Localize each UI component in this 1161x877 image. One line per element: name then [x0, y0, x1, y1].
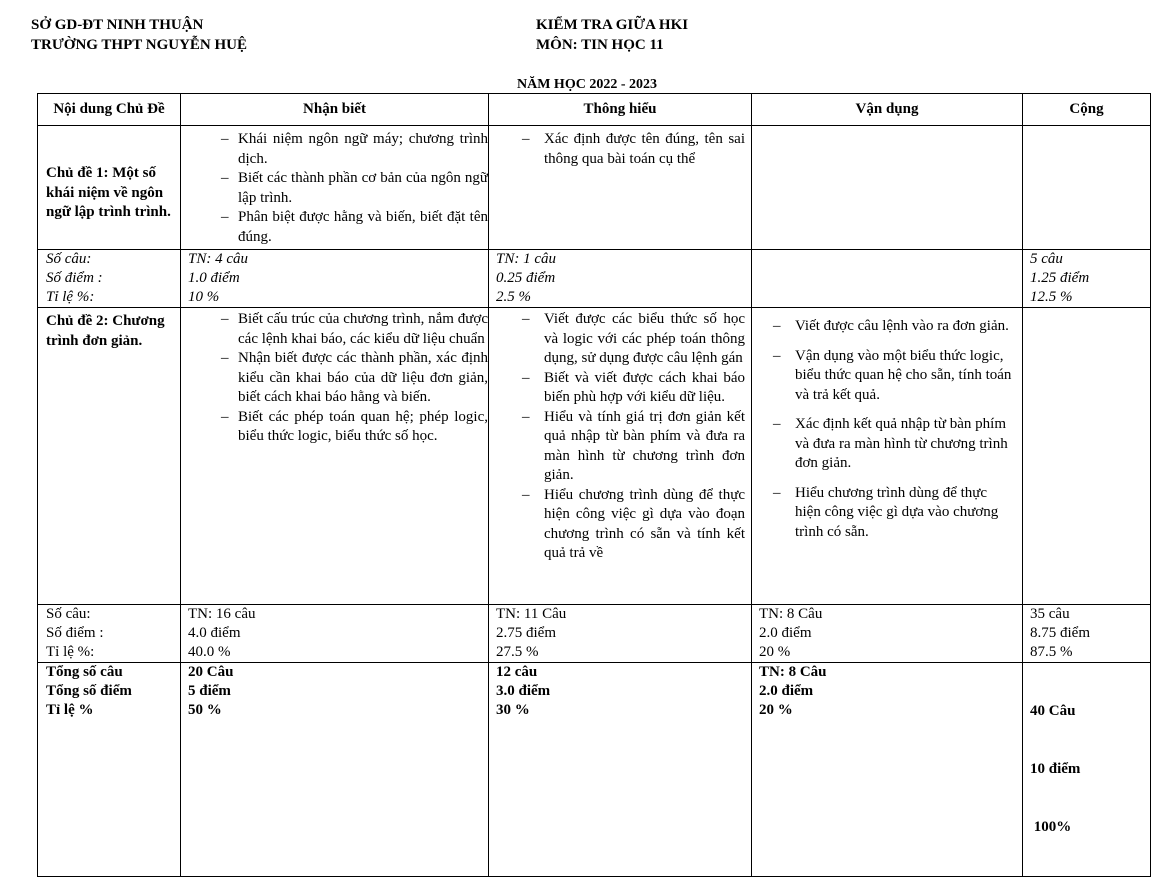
stat-ti-le: 12.5 % [1030, 289, 1073, 305]
school-year: NĂM HỌC 2022 - 2023 [517, 77, 657, 92]
stats2-thong-hieu [489, 605, 752, 663]
topic2-thong-hieu-list [489, 310, 751, 564]
totals-van-dung [752, 663, 1023, 877]
stat-so-diem: 1.25 điểm [1030, 270, 1090, 286]
list-item: – Hiểu và tính giá trị đơn giản kết quả nhập từ bàn phím và đưa ra màn hình từ chương trình đơn giản. [489, 408, 751, 486]
total-ti-le: 50 % [188, 702, 222, 718]
label-tong-so-cau: Tổng số câu [46, 664, 123, 680]
stat-ti-le: 10 % [188, 289, 220, 305]
list-item: – Xác định kết quả nhập từ bàn phím và đưa ra màn hình từ chương trình đơn giản. [752, 415, 1022, 474]
totals-nhan-biet [181, 663, 489, 877]
totals-row [38, 663, 1151, 877]
totals-cong [1023, 663, 1151, 877]
stats2-nhan-biet [181, 605, 489, 663]
list-item: – Xác định được tên đúng, tên sai thông qua bài toán cụ thể [489, 130, 751, 169]
list-item: – Viết được câu lệnh vào ra đơn giản. [752, 317, 1022, 337]
total-so-diem: 3.0 điểm [496, 683, 551, 699]
stats1-thong-hieu [489, 250, 752, 308]
stat-so-cau: TN: 1 câu [496, 251, 556, 267]
col-header-nhan-biet: Nhận biết [181, 94, 489, 126]
topic2-stats-row [38, 605, 1151, 663]
col-header-thong-hieu: Thông hiểu [489, 94, 752, 126]
stat-so-diem: 0.25 điểm [496, 270, 556, 286]
stats2-labels [38, 605, 181, 663]
label-ti-le: Tỉ lệ % [46, 702, 94, 718]
label-so-cau: Số câu: [46, 251, 92, 267]
stat-so-cau: TN: 16 câu [188, 606, 256, 622]
stat-ti-le: 40.0 % [188, 644, 231, 660]
topic2-title: Chủ đề 2: Chương trình đơn giản. [38, 308, 181, 605]
stats2-cong [1023, 605, 1151, 663]
list-item: – Vận dụng vào một biểu thức logic, biểu thức quan hệ cho sẵn, tính toán và trả kết quả. [752, 347, 1022, 406]
list-item: – Biết và viết được cách khai báo biến phù hợp với kiểu dữ liệu. [489, 369, 751, 408]
stats2-van-dung [752, 605, 1023, 663]
topic2-row [38, 308, 1151, 605]
col-header-van-dung: Vận dụng [752, 94, 1023, 126]
topic1-cong-cell [1023, 126, 1151, 250]
topic1-thong-hieu-cell [489, 126, 752, 250]
department-name: SỞ GD-ĐT NINH THUẬN [31, 17, 204, 33]
stats1-labels [38, 250, 181, 308]
list-item: – Biết cấu trúc của chương trình, nắm được các lệnh khai báo, các kiểu dữ liệu chuẩn [181, 310, 488, 349]
topic1-title: Chủ đề 1: Một số khái niệm về ngôn ngữ lập trình trình. [38, 126, 181, 250]
stat-so-diem: 4.0 điểm [188, 625, 241, 641]
stats1-van-dung [752, 250, 1023, 308]
stat-so-cau: TN: 11 Câu [496, 606, 567, 622]
total-so-cau: 20 Câu [188, 664, 234, 680]
list-item: – Biết các thành phần cơ bản của ngôn ngữ lập trình. [181, 169, 488, 208]
stat-so-cau: 5 câu [1030, 251, 1063, 267]
topic1-nhan-biet-cell [181, 126, 489, 250]
topic1-van-dung-cell [752, 126, 1023, 250]
list-item: – Hiểu chương trình dùng để thực hiện công việc gì dựa vào chương trình có sẵn. [752, 484, 1022, 543]
stat-ti-le: 2.5 % [496, 289, 531, 305]
total-so-cau: 12 câu [496, 664, 538, 680]
topic1-thong-hieu-list [489, 130, 751, 169]
stat-so-diem: 8.75 điểm [1030, 625, 1090, 641]
header-row [38, 94, 1151, 126]
total-so-cau: 40 Câu [1030, 703, 1076, 719]
label-so-diem: Số điểm : [46, 270, 103, 286]
col-header-topic: Nội dung Chủ Đề [38, 94, 181, 126]
total-ti-le: 30 % [496, 702, 530, 718]
label-ti-le: Tỉ lệ %: [46, 644, 95, 660]
stat-so-diem: 2.0 điểm [759, 625, 812, 641]
topic2-van-dung-cell [752, 308, 1023, 605]
stat-so-diem: 2.75 điểm [496, 625, 556, 641]
total-ti-le: 100% [1030, 819, 1072, 835]
topic2-thong-hieu-cell [489, 308, 752, 605]
stats1-cong [1023, 250, 1151, 308]
total-so-diem: 5 điểm [188, 683, 231, 699]
list-item: – Biết các phép toán quan hệ; phép logic, biểu thức logic, biểu thức số học. [181, 408, 488, 447]
total-so-diem: 2.0 điểm [759, 683, 814, 699]
label-tong-so-diem: Tổng số điểm [46, 683, 132, 699]
list-item: – Nhận biết được các thành phần, xác định kiểu cần khai báo của dữ liệu đơn giản, biết cách khai báo hằng và biến. [181, 349, 488, 408]
stat-so-cau: 35 câu [1030, 606, 1070, 622]
stat-ti-le: 87.5 % [1030, 644, 1073, 660]
stats1-nhan-biet [181, 250, 489, 308]
label-so-cau: Số câu: [46, 606, 91, 622]
topic2-nhan-biet-cell [181, 308, 489, 605]
school-name: TRƯỜNG THPT NGUYỄN HUỆ [31, 37, 247, 53]
stat-so-cau: TN: 8 Câu [759, 606, 823, 622]
list-item: – Khái niệm ngôn ngữ máy; chương trình dịch. [181, 130, 488, 169]
exam-title: KIỂM TRA GIỮA HKI [536, 17, 689, 33]
total-so-cau: TN: 8 Câu [759, 664, 827, 680]
list-item: – Viết được các biểu thức số học và logic với các phép toán thông dụng, sử dụng được câu lệnh gán [489, 310, 751, 369]
topic1-nhan-biet-list [181, 130, 488, 247]
topic2-nhan-biet-list [181, 310, 488, 447]
topic1-row [38, 126, 1151, 250]
topic2-cong-cell [1023, 308, 1151, 605]
col-header-cong: Cộng [1023, 94, 1151, 126]
list-item: – Hiểu chương trình dùng để thực hiện công việc gì dựa vào đoạn chương trình có sẵn và tính kết quả trả về [489, 486, 751, 564]
list-item: – Phân biệt được hằng và biến, biết đặt tên đúng. [181, 208, 488, 247]
subject-title: MÔN: TIN HỌC 11 [536, 37, 664, 53]
exam-matrix-table [37, 93, 1151, 877]
stat-so-diem: 1.0 điểm [188, 270, 240, 286]
totals-thong-hieu [489, 663, 752, 877]
stat-ti-le: 27.5 % [496, 644, 539, 660]
total-ti-le: 20 % [759, 702, 793, 718]
label-ti-le: Tỉ lệ %: [46, 289, 95, 305]
topic1-stats-row [38, 250, 1151, 308]
label-so-diem: Số điểm : [46, 625, 104, 641]
total-so-diem: 10 điểm [1030, 761, 1081, 777]
stat-ti-le: 20 % [759, 644, 791, 660]
topic2-van-dung-list [752, 317, 1022, 542]
totals-labels [38, 663, 181, 877]
stat-so-cau: TN: 4 câu [188, 251, 248, 267]
